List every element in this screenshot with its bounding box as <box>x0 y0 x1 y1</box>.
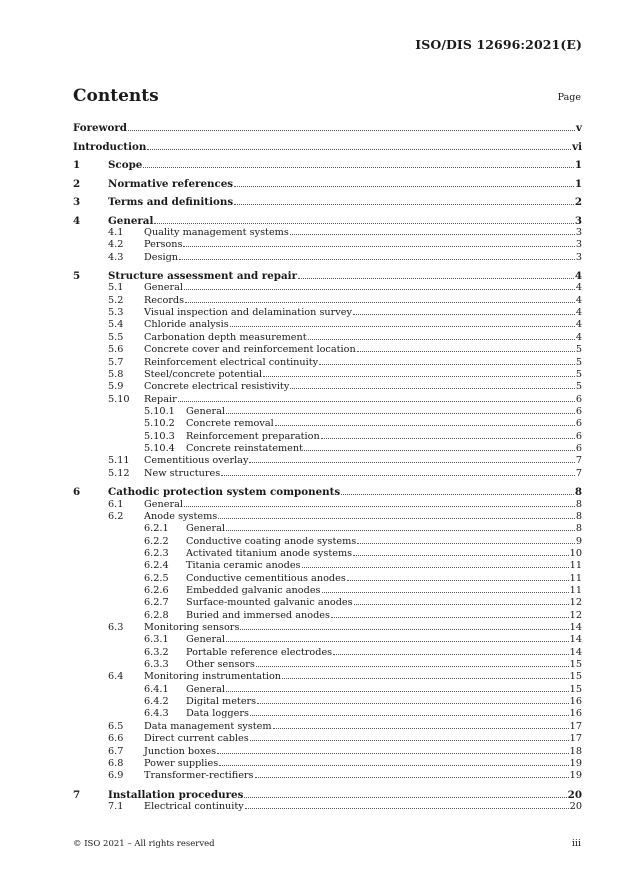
toc-entry[interactable] <box>73 585 582 596</box>
toc-entry-page: v <box>576 122 582 134</box>
toc-entry-number: 4.3 <box>108 251 124 263</box>
toc-entry[interactable] <box>73 319 582 330</box>
toc-entry[interactable] <box>73 344 582 355</box>
toc-entry-title: New structures <box>144 467 221 479</box>
toc-entry-page: 4 <box>575 307 582 319</box>
toc-entry-number: 6.2.1 <box>144 523 169 535</box>
toc-entry[interactable] <box>73 536 582 547</box>
toc-leader-dots <box>226 640 569 642</box>
toc-leader-dots <box>304 449 575 451</box>
toc-entry-number: 5.10 <box>108 393 130 405</box>
toc-entry-page: 16 <box>569 708 582 720</box>
toc-entry-title: Quality management systems <box>144 226 289 238</box>
toc-leader-dots <box>250 714 569 716</box>
toc-entry-title: Electrical continuity <box>144 801 244 813</box>
toc-entry-number: 6.2.6 <box>144 584 169 596</box>
toc-leader-dots <box>302 566 569 568</box>
toc-entry-page: 10 <box>569 547 582 559</box>
toc-entry-number: 7 <box>73 788 81 801</box>
toc-entry-title: Anode systems <box>144 510 218 522</box>
toc-entry[interactable] <box>73 215 582 227</box>
toc-entry[interactable] <box>73 418 582 429</box>
toc-entry[interactable] <box>73 523 582 534</box>
toc-leader-dots <box>273 727 569 729</box>
toc-entry-page: 20 <box>567 788 582 801</box>
toc-entry-number: 6.3.2 <box>144 646 169 658</box>
toc-entry[interactable] <box>73 227 582 238</box>
toc-entry-number: 6.5 <box>108 720 124 732</box>
toc-entry[interactable] <box>73 789 582 801</box>
toc-entry[interactable] <box>73 307 582 318</box>
toc-entry-number: 6.2.5 <box>144 572 169 584</box>
toc-entry-title: Design <box>144 251 179 263</box>
toc-entry-page: 3 <box>574 214 582 227</box>
toc-entry-number: 3 <box>73 196 81 208</box>
toc-leader-dots <box>263 375 575 377</box>
toc-entry-page: 11 <box>569 584 582 596</box>
toc-entry[interactable] <box>73 159 582 171</box>
toc-entry-page: 14 <box>569 622 582 633</box>
toc-entry[interactable] <box>73 431 582 442</box>
toc-entry-title: Scope <box>108 159 143 171</box>
toc-entry-number: 5.6 <box>108 344 124 356</box>
toc-entry-page: 6 <box>575 418 582 430</box>
toc-entry[interactable] <box>73 196 582 208</box>
toc-entry-page: vi <box>572 140 582 153</box>
toc-entry-title: Conductive coating anode systems <box>186 535 357 547</box>
toc-leader-dots <box>179 258 575 260</box>
toc-leader-dots <box>147 148 571 150</box>
toc-leader-dots <box>183 245 574 247</box>
toc-entry-page: 6 <box>575 430 582 442</box>
toc-entry-title: Concrete electrical resistivity <box>144 381 290 393</box>
toc-entry-page: 17 <box>569 720 582 732</box>
toc-entry-title: Foreword <box>73 122 127 134</box>
toc-entry-number: 6.4.3 <box>144 708 169 720</box>
toc-entry-title: Records <box>144 294 185 306</box>
toc-entry-number: 6.4.1 <box>144 683 169 695</box>
toc-entry-number: 6.6 <box>108 733 124 745</box>
toc-entry-title: Portable reference electrodes <box>186 646 333 658</box>
toc-entry-page: 8 <box>574 486 582 499</box>
toc-entry-page: 1 <box>574 159 582 171</box>
toc-entry-number: 5.7 <box>108 356 124 368</box>
toc-entry-title: Junction boxes <box>144 745 217 757</box>
toc-entry-number: 5 <box>73 270 81 283</box>
toc-entry-page: 19 <box>569 770 582 782</box>
toc-leader-dots <box>357 350 575 352</box>
toc-leader-dots <box>282 677 569 679</box>
toc-entry-number: 5.5 <box>108 331 124 343</box>
toc-leader-dots <box>219 764 568 766</box>
toc-entry-title: Introduction <box>73 140 147 153</box>
toc-leader-dots <box>308 338 575 340</box>
toc-leader-dots <box>184 505 575 507</box>
toc-entry-number: 6.3 <box>108 622 124 633</box>
toc-leader-dots <box>353 554 569 556</box>
toc-leader-dots <box>128 129 575 131</box>
toc-leader-dots <box>185 301 575 303</box>
toc-entry-number: 5.9 <box>108 381 124 393</box>
toc-entry-page: 14 <box>569 634 582 646</box>
toc-entry[interactable] <box>73 122 582 134</box>
toc-entry[interactable] <box>73 548 582 559</box>
toc-entry-title: Cementitious overlay <box>144 455 249 467</box>
toc-leader-dots <box>290 387 575 389</box>
toc-leader-dots <box>256 665 569 667</box>
toc-entry-number: 6.2.8 <box>144 609 169 621</box>
toc-entry[interactable] <box>73 178 582 190</box>
toc-leader-dots <box>275 424 575 426</box>
toc-entry-title: General <box>186 683 225 695</box>
toc-entry-title: Titania ceramic anodes <box>186 560 301 572</box>
toc-entry-title: Repair <box>144 393 177 405</box>
toc-entry[interactable] <box>73 332 582 343</box>
toc-entry-title: Visual inspection and delamination survey <box>144 307 352 319</box>
toc-leader-dots <box>255 776 569 778</box>
toc-entry[interactable] <box>73 443 582 454</box>
toc-leader-dots <box>257 702 569 704</box>
toc-entry-page: 7 <box>575 455 582 467</box>
toc-entry[interactable] <box>73 573 582 584</box>
toc-entry-number: 6.1 <box>108 498 124 510</box>
toc-entry[interactable] <box>73 141 582 153</box>
toc-entry-number: 5.3 <box>108 307 124 319</box>
toc-entry[interactable] <box>73 684 582 695</box>
toc-entry-title: Data loggers <box>186 708 249 720</box>
toc-leader-dots <box>319 363 575 365</box>
toc-entry-title: General <box>108 214 154 227</box>
page-number-footer: iii <box>571 838 581 849</box>
toc-entry[interactable] <box>73 499 582 510</box>
toc-entry[interactable] <box>73 708 582 719</box>
toc-entry-page: 11 <box>569 572 582 584</box>
toc-leader-dots <box>290 233 575 235</box>
toc-entry-number: 6.4.2 <box>144 696 169 708</box>
toc-entry-title: Other sensors <box>186 659 255 671</box>
toc-leader-dots <box>322 591 569 593</box>
toc-entry-title: Transformer-rectifiers <box>144 770 254 782</box>
toc-entry[interactable] <box>73 295 582 306</box>
toc-entry-number: 5.11 <box>108 455 130 467</box>
toc-leader-dots <box>221 474 575 476</box>
toc-entry-page: 5 <box>575 344 582 356</box>
toc-leader-dots <box>178 400 575 402</box>
toc-entry-title: Conductive cementitious anodes <box>186 572 346 584</box>
toc-leader-dots <box>250 739 569 741</box>
toc-leader-dots <box>354 603 569 605</box>
toc-entry-number: 5.8 <box>108 368 124 380</box>
toc-entry[interactable] <box>73 369 582 380</box>
copyright-footer: © ISO 2021 – All rights reserved <box>73 839 215 849</box>
toc-entry-page: 14 <box>569 646 582 658</box>
toc-entry[interactable] <box>73 721 582 732</box>
toc-entry-title: Monitoring instrumentation <box>144 671 282 683</box>
toc-entry-number: 5.10.4 <box>144 442 175 454</box>
toc-entry-page: 7 <box>575 467 582 479</box>
toc-entry-title: Chloride analysis <box>144 319 229 331</box>
toc-entry[interactable] <box>73 696 582 707</box>
toc-entry-title: Activated titanium anode systems <box>186 547 353 559</box>
toc-entry-page: 19 <box>569 757 582 769</box>
toc-entry[interactable] <box>73 486 582 498</box>
toc-entry-page: 11 <box>569 560 582 572</box>
toc-entry[interactable] <box>73 770 582 781</box>
toc-entry-title: Concrete reinstatement <box>186 442 303 454</box>
toc-leader-dots <box>357 542 575 544</box>
toc-entry-title: General <box>186 523 225 535</box>
toc-leader-dots <box>347 579 569 581</box>
toc-entry[interactable] <box>73 622 582 633</box>
toc-entry[interactable] <box>73 270 582 282</box>
toc-leader-dots <box>298 277 574 279</box>
toc-entry-title: Digital meters <box>186 696 257 708</box>
toc-entry-page: 12 <box>569 609 582 621</box>
toc-entry[interactable] <box>73 357 582 368</box>
toc-entry-number: 6.2.4 <box>144 560 169 572</box>
toc-entry-number: 6.3.3 <box>144 659 169 671</box>
toc-entry-title: Carbonation depth measurement <box>144 331 307 343</box>
toc-leader-dots <box>353 313 575 315</box>
toc-entry-title: Normative references <box>108 177 234 190</box>
toc-entry-page: 15 <box>569 671 582 683</box>
toc-entry-title: Concrete removal <box>186 418 274 430</box>
toc-entry-page: 8 <box>575 523 582 535</box>
toc-leader-dots <box>226 529 575 531</box>
toc-entry-number: 6.8 <box>108 757 124 769</box>
toc-leader-dots <box>240 628 568 630</box>
toc-leader-dots <box>184 288 575 290</box>
toc-leader-dots <box>245 807 569 809</box>
toc-entry-number: 5.4 <box>108 319 124 331</box>
toc-entry-title: Monitoring sensors <box>144 622 240 633</box>
toc-entry-number: 4.1 <box>108 226 124 238</box>
toc-entry-number: 6.3.1 <box>144 634 169 646</box>
toc-entry-page: 18 <box>569 745 582 757</box>
toc-entry[interactable] <box>73 801 582 812</box>
toc-entry[interactable] <box>73 733 582 744</box>
toc-entry-page: 12 <box>569 597 582 609</box>
toc-entry-title: Buried and immersed anodes <box>186 609 330 621</box>
toc-entry[interactable] <box>73 252 582 263</box>
toc-entry[interactable] <box>73 758 582 769</box>
toc-entry[interactable] <box>73 610 582 621</box>
toc-entry-page: 5 <box>575 381 582 393</box>
toc-entry-page: 6 <box>575 442 582 454</box>
toc-entry-title: Terms and definitions <box>108 196 234 208</box>
toc-entry[interactable] <box>73 671 582 682</box>
toc-entry-page: 3 <box>575 226 582 238</box>
toc-entry-number: 5.12 <box>108 467 130 479</box>
toc-entry-number: 6.2.3 <box>144 547 169 559</box>
toc-entry-number: 6.4 <box>108 671 124 683</box>
toc-leader-dots <box>154 222 573 224</box>
toc-entry-number: 1 <box>73 159 81 171</box>
toc-entry-page: 15 <box>569 659 582 671</box>
toc-entry-page: 16 <box>569 696 582 708</box>
toc-entry-page: 4 <box>575 331 582 343</box>
toc-leader-dots <box>249 461 574 463</box>
toc-entry-page: 3 <box>575 239 582 251</box>
toc-entry-title: Data management system <box>144 720 272 732</box>
toc-entry-title: Surface-mounted galvanic anodes <box>186 597 353 609</box>
toc-entry-number: 6.2.2 <box>144 535 169 547</box>
toc-entry-number: 5.10.2 <box>144 418 175 430</box>
toc-entry[interactable] <box>73 239 582 250</box>
document-id-header: ISO/DIS 12696:2021(E) <box>415 37 582 52</box>
toc-entry[interactable] <box>73 282 582 293</box>
toc-entry[interactable] <box>73 746 582 757</box>
toc-entry[interactable] <box>73 634 582 645</box>
toc-entry[interactable] <box>73 406 582 417</box>
toc-entry-number: 2 <box>73 177 81 190</box>
toc-entry-title: Structure assessment and repair <box>108 270 297 283</box>
toc-entry[interactable] <box>73 647 582 658</box>
toc-entry-page: 8 <box>575 510 582 522</box>
toc-entry-title: Direct current cables <box>144 733 249 745</box>
toc-entry[interactable] <box>73 597 582 608</box>
toc-entry-page: 5 <box>575 368 582 380</box>
toc-entry-title: Steel/concrete potential <box>144 368 263 380</box>
toc-entry-number: 6.2 <box>108 510 124 522</box>
page-title: Contents <box>73 86 159 106</box>
toc-entry-number: 6.7 <box>108 745 124 757</box>
toc-entry-page: 8 <box>575 498 582 510</box>
toc-leader-dots <box>230 325 575 327</box>
toc-entry-page: 4 <box>575 294 582 306</box>
toc-leader-dots <box>218 517 575 519</box>
toc-leader-dots <box>143 166 574 168</box>
toc-leader-dots <box>341 493 574 495</box>
toc-entry-title: Embedded galvanic anodes <box>186 584 321 596</box>
toc-leader-dots <box>217 752 569 754</box>
toc-leader-dots <box>331 616 569 618</box>
toc-entry-number: 5.2 <box>108 294 124 306</box>
toc-entry-page: 2 <box>574 196 582 208</box>
toc-leader-dots <box>321 437 575 439</box>
toc-entry[interactable] <box>73 381 582 392</box>
toc-entry-number: 5.1 <box>108 282 124 294</box>
toc-entry-title: Power supplies <box>144 757 219 769</box>
toc-entry-title: Installation procedures <box>108 788 244 801</box>
toc-entry-number: 4.2 <box>108 239 124 251</box>
toc-leader-dots <box>234 203 574 205</box>
toc-entry-page: 15 <box>569 683 582 695</box>
toc-entry-number: 6.2.7 <box>144 597 169 609</box>
toc-leader-dots <box>226 412 575 414</box>
toc-entry-number: 5.10.3 <box>144 430 175 442</box>
toc-entry-number: 6 <box>73 486 81 499</box>
toc-entry-page: 4 <box>575 282 582 294</box>
toc-entry-title: Reinforcement electrical continuity <box>144 356 319 368</box>
toc-entry[interactable] <box>73 560 582 571</box>
toc-entry-number: 6.9 <box>108 770 124 782</box>
toc-entry[interactable] <box>73 394 582 405</box>
toc-entry-page: 17 <box>569 733 582 745</box>
toc-leader-dots <box>244 796 566 798</box>
toc-entry-title: Cathodic protection system components <box>108 486 341 499</box>
toc-entry-page: 4 <box>575 319 582 331</box>
toc-leader-dots <box>234 185 574 187</box>
toc-entry-title: General <box>186 634 225 646</box>
toc-entry-page: 6 <box>575 393 582 405</box>
toc-entry-page: 5 <box>575 356 582 368</box>
toc-entry-page: 1 <box>574 177 582 190</box>
toc-entry-title: General <box>144 282 183 294</box>
toc-entry-title: Persons <box>144 239 183 251</box>
toc-entry-title: Reinforcement preparation <box>186 430 320 442</box>
toc-leader-dots <box>226 690 569 692</box>
toc-entry[interactable] <box>73 659 582 670</box>
toc-entry-title: Concrete cover and reinforcement location <box>144 344 356 356</box>
toc-leader-dots <box>333 653 569 655</box>
toc-entry-page: 6 <box>575 405 582 417</box>
toc-entry-title: General <box>186 405 225 417</box>
toc-entry-title: General <box>144 498 183 510</box>
toc-entry-number: 4 <box>73 214 81 227</box>
toc-entry[interactable] <box>73 455 582 466</box>
toc-entry[interactable] <box>73 511 582 522</box>
toc-entry-page: 9 <box>575 535 582 547</box>
toc-entry[interactable] <box>73 468 582 479</box>
toc-entry-page: 3 <box>575 251 582 263</box>
page-column-label: Page <box>557 92 581 103</box>
toc-entry-number: 7.1 <box>108 801 124 813</box>
toc-entry-number: 5.10.1 <box>144 405 175 417</box>
toc-entry-page: 4 <box>574 270 582 283</box>
toc-entry-page: 20 <box>569 801 582 813</box>
